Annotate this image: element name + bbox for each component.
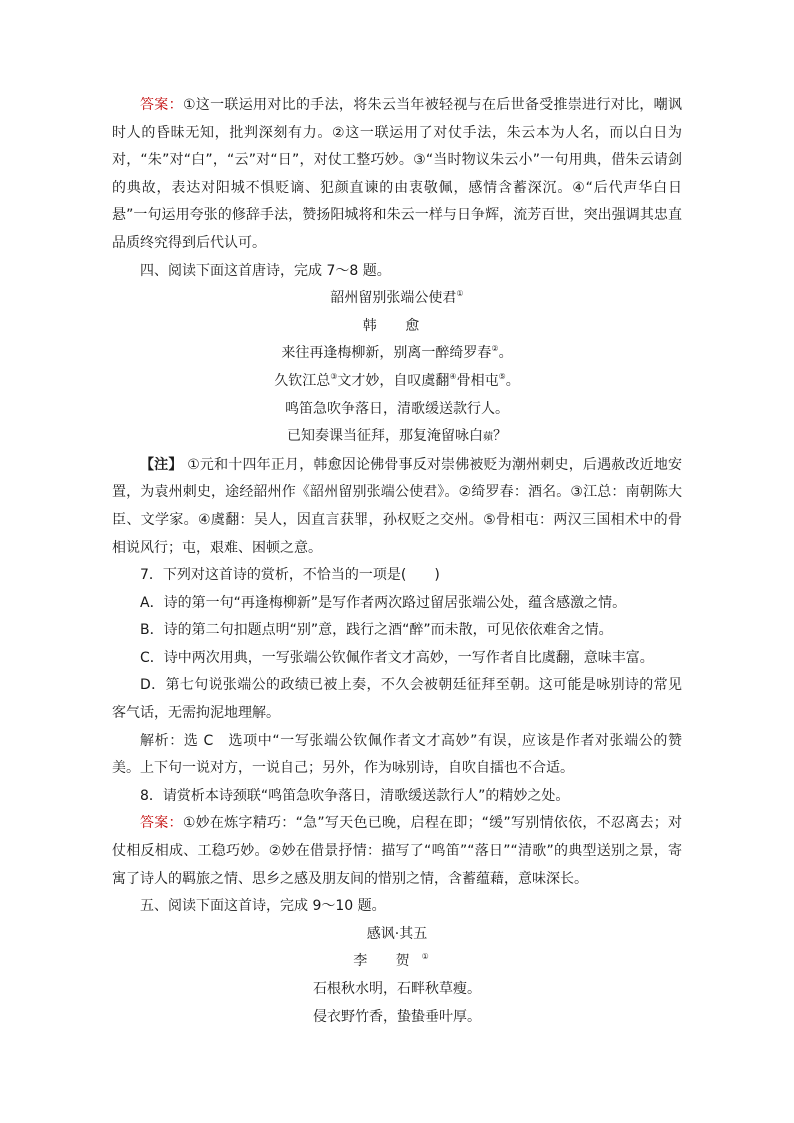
poem-title-2: 感讽·其五 [366, 925, 428, 942]
poem-line-text: 文才妙，自叹虞翻 [337, 372, 450, 389]
answer-label: 答案： [140, 97, 183, 113]
poem-line-text: 已知奏课当征拜，那复淹留咏白 [287, 428, 483, 445]
answer-text: ①这一联运用对比的手法，将朱云当年被轻视与在后世备受推崇进行对比，嘲讽时人的昏昧无知，批判深刻有力。②这一联运用了对仗手法，朱云本为人名，而以白日为对，“朱”对“白”，“云”对“日”，对仗工整巧妙。③“当时物议朱云小”一句用典，借朱云请剑的典故，表达对阳城不惧贬谪、犯颜直谏的由衷敬佩，感情含蓄深沉。④“后代声华白日悬”一句运用夸张的修辞手法，赞扬阳城将和朱云一样与日争辉，流芳百世，突出强调其忠直品质终究得到后代认可。 [112, 97, 682, 251]
section-heading-4: 四、阅读下面这首唐诗，完成 7～8 题。 [140, 262, 391, 279]
answer-paragraph-8 [112, 810, 682, 893]
poem-title [112, 285, 682, 313]
note-text: ①元和十四年正月，韩愈因论佛骨事反对崇佛被贬为潮州刺史，后遇赦改近地安置，为袁州刺史，途经韶州作《韶州留别张端公使君》。②绮罗春：酒名。③江总：南朝陈大臣、文学家。④虞翻：吴人，因直言获罪，孙权贬之交州。⑤骨相屯：两汉三国相术中的骨相说风行；屯，艰难、困顿之意。 [112, 456, 683, 556]
poem-line-text: ？ [493, 428, 507, 445]
poem-author: 韩 愈 [362, 317, 432, 334]
footnote-ref: ⑤ [498, 371, 506, 381]
footnote-ref: ① [456, 289, 464, 299]
poem2-line-1: 石根秋水明，石畔秋草瘦。 [313, 981, 481, 997]
option-a: A．诗的第一句“再逢梅柳新”是写作者两次路过留居张端公处，蕴含感激之情。 [140, 594, 627, 611]
poem-line-text: 久钦江总 [274, 372, 331, 389]
analysis-7: 解析：选 C 选项中“一写张端公钦佩作者文才高妙”有误，应该是作者对张端公的赞美。上下句一说对方，一说自己；另外，作为咏别诗，自吹自擂也不合适。 [112, 732, 682, 777]
section-heading-5: 五、阅读下面这首诗，完成 9～10 题。 [140, 898, 386, 915]
poem-line-2 [112, 368, 682, 396]
poem-line-3: 鸣笛急吹争落日，清歌缓送款行人。 [285, 400, 509, 417]
answer-text: ①妙在炼字精巧：“急”写天色已晚，启程在即；“缓”写别情依依，不忍离去；对仗相反相成、工稳巧妙。②妙在借景抒情：描写了“鸣笛”“落日”“清歌”的典型送别之景，寄寓了诗人的羁旅之情、思乡之感及朋友间的惜别之情，含蓄蕴藉，意味深长。 [112, 815, 683, 887]
poem-line-text: 骨相屯 [456, 372, 499, 389]
note-label: 【注】 [140, 456, 183, 473]
poem-notes [112, 452, 682, 562]
footnote-ref: ④ [449, 371, 457, 381]
author-text: 李 贺 [353, 953, 422, 970]
option-b: B．诗的第二句扣题点明“别”意，践行之酒“醉”而未散，可见依依难舍之情。 [140, 622, 613, 639]
answer-label: 答案： [140, 815, 183, 832]
poem-line-text: 来往再逢梅柳新，别离一醉绮罗春 [281, 345, 492, 362]
question-8: 8．请赏析本诗颈联“鸣笛急吹争落日，清歌缓送款行人”的精妙之处。 [140, 787, 570, 804]
footnote-ref: ② [491, 344, 499, 354]
poem-line-text: 。 [505, 372, 520, 389]
poem-title-text: 韶州留别张端公使君 [330, 290, 457, 307]
document-page [112, 92, 682, 1031]
poem-line-1 [112, 340, 682, 368]
option-c: C．诗中两次用典，一写张端公钦佩作者文才高妙，一写作者自比虞翻，意味丰富。 [140, 649, 654, 666]
poem-author-2 [112, 948, 682, 976]
question-7: 7．下列对这首诗的赏析，不恰当的一项是( ) [140, 567, 440, 584]
poem-line-4 [112, 423, 682, 452]
poem-line-text: 。 [498, 345, 513, 362]
footnote-ref: ③ [330, 371, 338, 381]
poem-line-text: 蘋 [483, 432, 493, 444]
option-d: D．第七句说张端公的政绩已被上奏，不久会被朝廷征拜至朝。这可能是咏别诗的常见客气话，无需拘泥地理解。 [112, 677, 682, 722]
footnote-ref: ① [421, 952, 441, 962]
answer-paragraph-1 [112, 92, 682, 258]
poem2-line-2: 侵衣野竹香，蛰蛰垂叶厚。 [313, 1008, 481, 1025]
